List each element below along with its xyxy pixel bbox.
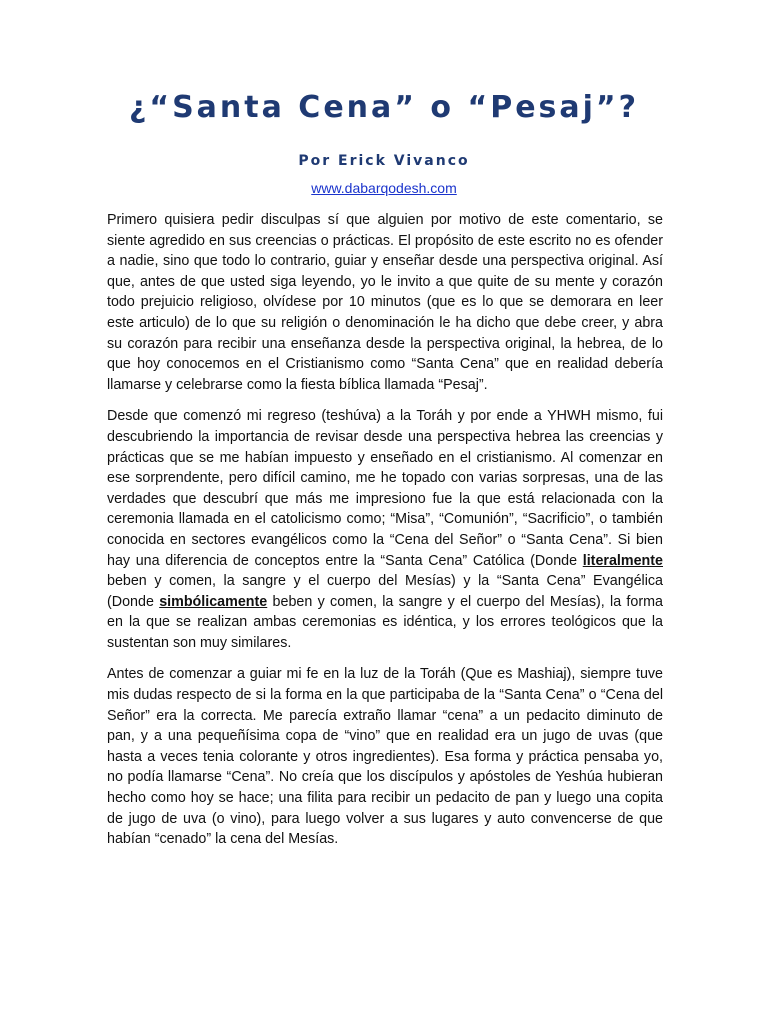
document-title: ¿“Santa Cena” o “Pesaj”?	[128, 90, 640, 125]
paragraph-1: Primero quisiera pedir disculpas sí que alguien por motivo de este comentario, se siente agredido en sus creencias o prácticas. El propósito de este escrito no es ofender a nadie, sino que todo lo contrario, guiar y enseñar desde una perspectiva original. Así que, antes de que usted siga leyendo, yo le invito a que quite de su mente y corazón todo prejuicio religioso, olvídese por 10 minutos (que es lo que se demorara en leer este articulo) de lo que su religión o denominación le ha dicho que debe creer, y abra su corazón para recibir una enseñanza desde la perspectiva original, la hebrea, de lo que hoy conocemos en el Cristianismo como “Santa Cena” que en realidad debería llamarse y celebrarse como la fiesta bíblica llamada “Pesaj”.	[107, 212, 663, 393]
author-byline: Por Erick Vivanco	[298, 153, 470, 169]
paragraph-3: Antes de comenzar a guiar mi fe en la luz de la Toráh (Que es Mashiaj), siempre tuve mis dudas respecto de si la forma en la que participaba de la “Santa Cena” o “Cena del Señor” era la correcta. Me parecía extraño llamar “cena” a un pedacito diminuto de pan, y a una pequeñísima copa de “vino” que en realidad era un jugo de uvas (que hasta a veces tenia colorante y otros ingredientes). Esa forma y práctica pensaba yo, no podía llamarse “Cena”. No creía que los discípulos y apóstoles de Yeshúa hubieran hecho como hoy se hace; una filita para recibir un pedacito de pan y luego una copita de jugo de uva (o vino), para luego volver a sus lugares y auto convencerse de que habían “cenado” la cena del Mesías.	[107, 666, 663, 848]
article-body	[107, 210, 663, 861]
website-link[interactable]: www.dabarqodesh.com	[311, 180, 457, 196]
paragraph-2-text-b: beben y comen, la sangre y el cuerpo del Mesías) y la “Santa Cena” Evangélica (Donde	[107, 573, 663, 610]
paragraph-2-text-c: beben y comen, la sangre y el cuerpo del Mesías), la forma en la que se realizan ambas ceremonias es idéntica, y los errores teológicos que la sustentan son muy similares.	[107, 593, 663, 651]
emphasis-simbolicamente: simbólicamente	[159, 593, 268, 610]
paragraph-2-text-a: Desde que comenzó mi regreso (teshúva) a la Toráh y por ende a YHWH mismo, fui descubriendo la importancia de revisar desde una perspectiva hebrea las creencias y prácticas que se me habían impuesto y enseñado en el cristianismo. Al comenzar en ese sorprendente, pero difícil camino, me he topado con varias sorpresas, una de las verdades que descubrí que más me impresiono fue la que está relacionada con la ceremonia llamada en el catolicismo como; “Misa”, “Comunión”, “Sacrificio”, o también conocida en sectores evangélicos como la “Cena del Señor” o “Santa Cena”. Si bien hay una diferencia de conceptos entre la “Santa Cena” Católica (Donde	[107, 408, 663, 569]
paragraph-2	[107, 406, 663, 653]
emphasis-literalmente: literalmente	[582, 552, 663, 569]
